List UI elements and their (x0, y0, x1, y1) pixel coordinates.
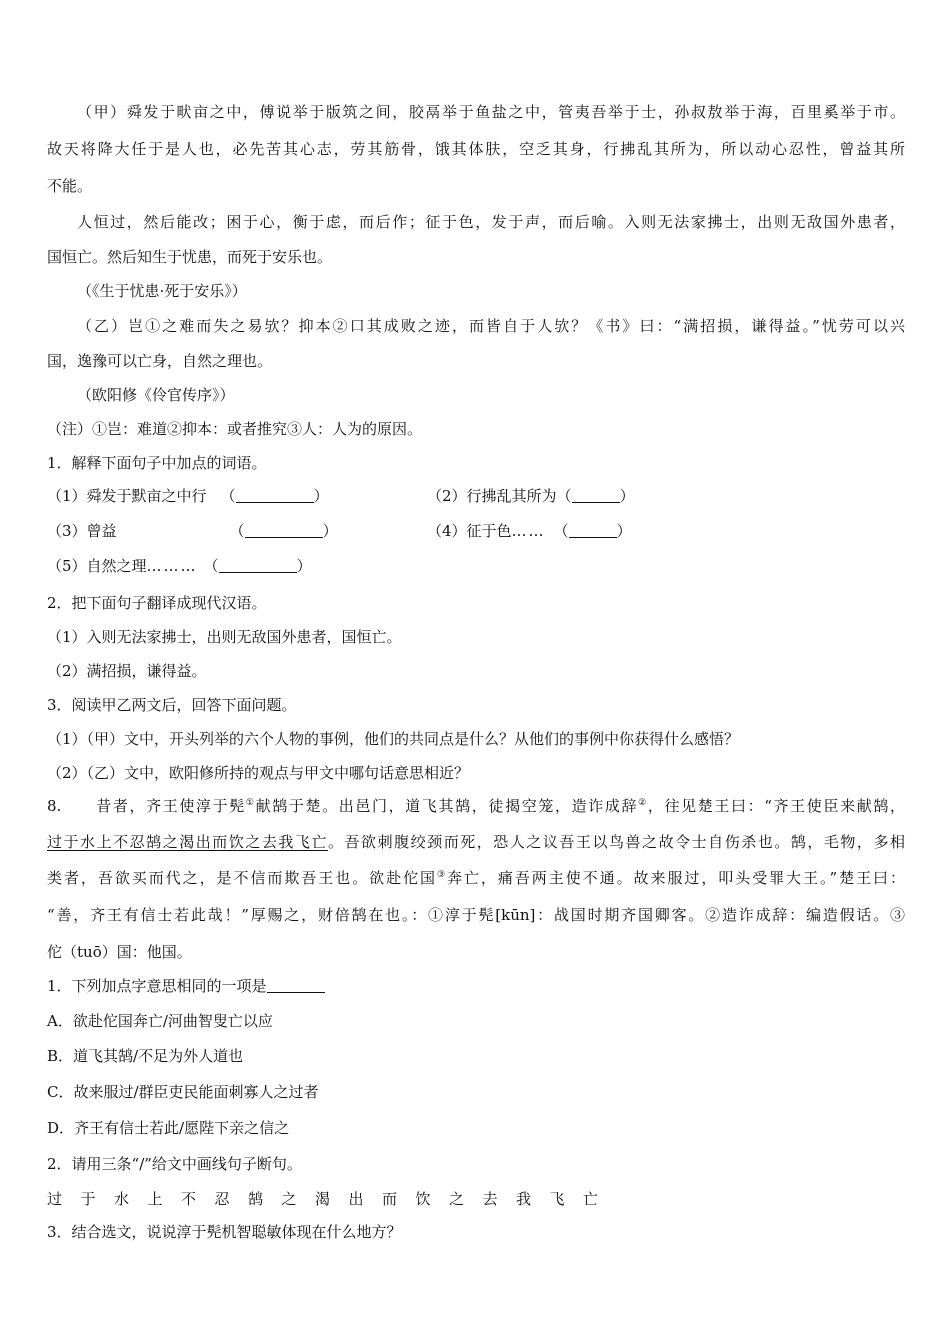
jia-source: （《生于忧患·死于安乐》） (77, 282, 247, 300)
q1-row3: （5）自然之理……… （ ） (47, 557, 312, 575)
q8-3-title: 3．结合选文，说说淳于髡机智聪敏体现在什么地方？ (47, 1223, 402, 1241)
q1-item5-blank[interactable] (219, 557, 297, 573)
jia-para1-line1: （甲）舜发于畎亩之中，傅说举于版筑之间，胶鬲举于鱼盐之中，管夷吾举于士，孙叔敖举于海，百里奚举于市。 (77, 103, 905, 121)
underlined-sentence: 过于水上不忍鹄之渴出而饮之去我飞亡 (47, 833, 328, 851)
q1-item5-label: （5）自然之理 (47, 557, 147, 575)
q8-1-option-d[interactable]: D．齐王有信士若此/愿陛下亲之信之 (47, 1119, 290, 1137)
q1-item1-label: （1）舜发于默亩之中行 (47, 487, 207, 505)
jia-para1-line3: 不能。 (47, 177, 93, 195)
q2-title: 2．把下面句子翻译成现代汉语。 (47, 594, 267, 612)
q3-title: 3．阅读甲乙两文后，回答下面问题。 (47, 696, 297, 714)
q8-1-title: 1．下列加点字意思相同的一项是 (47, 975, 325, 997)
q8-1-option-c[interactable]: C．故来服过/群臣吏民能面刺寡人之过者 (47, 1083, 319, 1101)
p8-line2: 过于水上不忍鹄之渴出而饮之去我飞亡。吾欲刺腹绞颈而死，恐人之议吾王以鸟兽之故令士自伤杀也。鹄，毛物，多相 (47, 833, 905, 851)
q8-1-option-b[interactable]: B．道飞其鹄/不足为外人道也 (47, 1047, 244, 1065)
q1-row1: （1）舜发于默亩之中行 （ ） （2）行拂乱其所为（ ） (47, 487, 635, 505)
q2-sentence1: （1）入则无法家拂士，出则无敌国外患者，国恒亡。 (47, 628, 402, 646)
q2-sentence2: （2）满招损，谦得益。 (47, 662, 207, 680)
p8-line5: 佗（tuō）国：他国。 (47, 943, 192, 961)
q1-item4-blank[interactable] (569, 522, 617, 538)
jia-para1-line2: 故天将降大任于是人也，必先苦其心志，劳其筋骨，饿其体肤，空乏其身，行拂乱其所为，所以动心忍性，曾益其所 (47, 140, 905, 158)
q1-item3-blank[interactable] (245, 522, 323, 538)
jia-para2-line1: 人恒过，然后能改；困于心，衡于虑，而后作；征于色，发于声，而后喻。入则无法家拂士，出则无敌国外患者， (77, 213, 905, 231)
q8-1-option-a[interactable]: A．欲赴佗国奔亡/河曲智叟亡以应 (47, 1012, 273, 1030)
p8-line4: “善，齐王有信士若此哉！”厚赐之，财倍鹄在也。：①淳于髡[kūn]：战国时期齐国卿客。②造诈成辞：编造假话。③ (47, 906, 905, 924)
p8-line1: 8. 昔者，齐王使淳于髡①献鹄于楚。出邑门，道飞其鹄，徒揭空笼，造诈成辞②，往见楚王曰：“齐王使臣来献鹄， (47, 797, 905, 815)
q8-2-sentence-chars: 过于水上不忍鹄之渴出而饮之去我飞亡 (47, 1190, 617, 1208)
p8-line3: 类者，吾欲买而代之，是不信而欺吾王也。欲赴佗国③奔亡，痛吾两主使不通。故来服过，叩头受罪大王。”楚王曰： (47, 869, 905, 887)
jia-para2-line2: 国恒亡。然后知生于忧患，而死于安乐也。 (47, 248, 333, 266)
yi-line1: （乙）岂①之难而失之易欤？抑本②口其成败之迹，而皆自于人欤？《书》曰：“满招损，谦得益。”忧劳可以兴 (77, 317, 905, 335)
q3-sub1: （1）（甲）文中，开头列举的六个人物的事例，他们的共同点是什么？从他们的事例中你获得什么感悟？ (47, 730, 740, 748)
q1-title: 1．解释下面句子中加点的词语。 (47, 454, 267, 472)
q3-sub2: （2）（乙）文中，欧阳修所持的观点与甲文中哪句话意思相近？ (47, 764, 470, 782)
q8-1-answer-blank[interactable] (267, 977, 325, 993)
q1-item2: （2）行拂乱其所为（ ） (427, 487, 635, 505)
q8-2-title: 2．请用三条“/”给文中画线句子断句。 (47, 1155, 302, 1173)
q1-item2-blank[interactable] (572, 487, 620, 503)
q1-item3-label: （3）曾益 (47, 522, 117, 540)
yi-line2: 国，逸豫可以亡身，自然之理也。 (47, 352, 273, 370)
annotation-note: （注）①岂：难道②抑本：或者推究③人：人为的原因。 (47, 420, 423, 438)
q1-row2: （3）曾益 （ ） （4）征于色…… （ ） (47, 522, 632, 540)
q1-item1-blank[interactable] (236, 487, 314, 503)
yi-source: （欧阳修《伶官传序》） (77, 386, 235, 404)
q1-item4: （4）征于色…… （ ） (427, 522, 632, 540)
